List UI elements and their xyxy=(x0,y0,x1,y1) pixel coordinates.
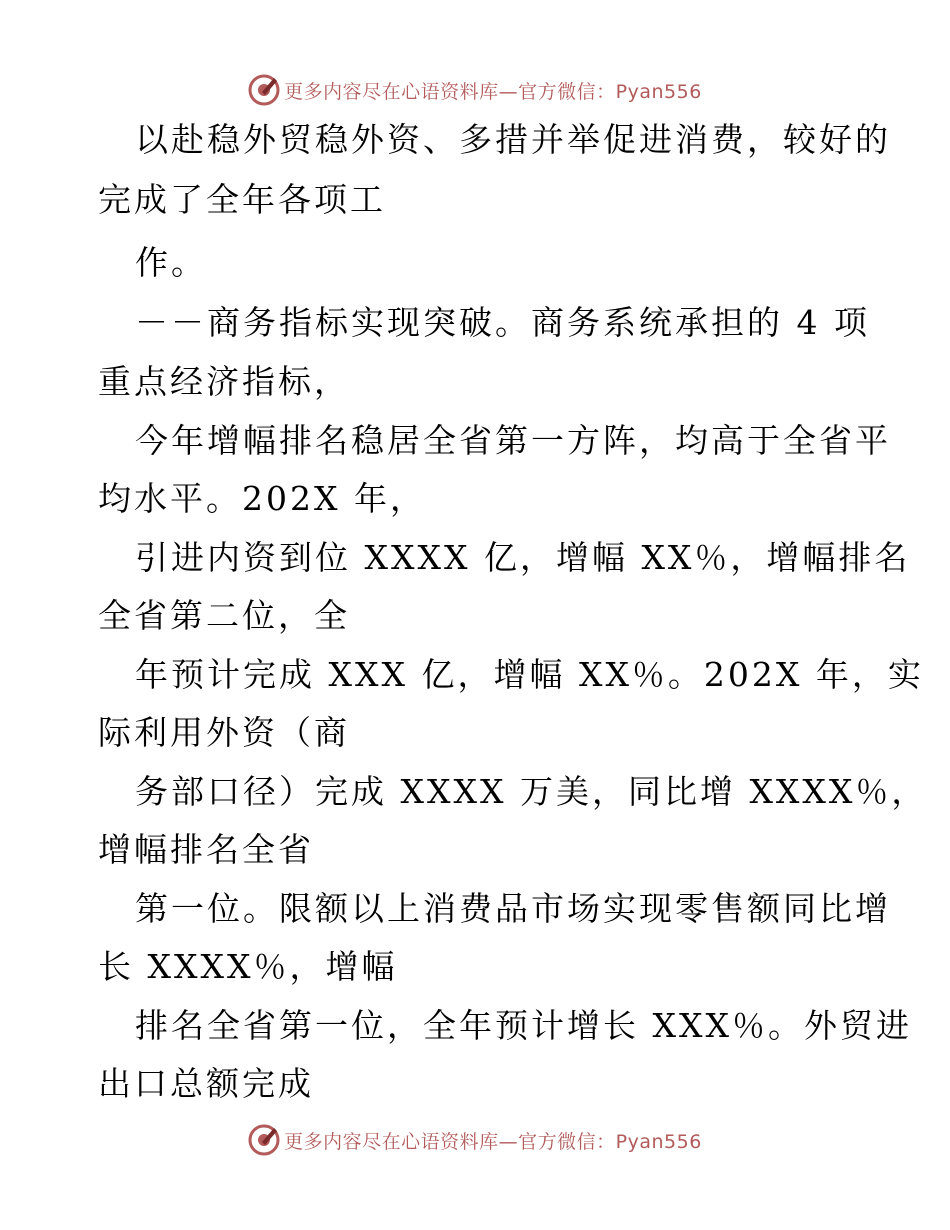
text-line: 重点经济指标， xyxy=(98,362,350,401)
text-line: 引进内资到位 XXXX 亿，增幅 XX％，增幅排名 xyxy=(135,538,911,577)
text-line: 长 XXXX％，增幅 xyxy=(98,947,398,986)
text-line: 增幅排名全省 xyxy=(98,830,314,869)
text-line: －－商务指标实现突破。商务系统承担的 4 项 xyxy=(135,303,870,342)
pen-logo-icon xyxy=(248,74,280,106)
watermark-text: 更多内容尽在心语资料库—官方微信：Pyan556 xyxy=(284,80,702,103)
pen-logo-icon xyxy=(248,1124,280,1156)
footer-watermark xyxy=(0,1120,950,1160)
watermark-text: 更多内容尽在心语资料库—官方微信：Pyan556 xyxy=(284,1130,702,1153)
text-line: 务部口径）完成 XXXX 万美，同比增 XXXX％， xyxy=(135,772,928,811)
text-line: 作。 xyxy=(135,243,207,282)
text-line: 完成了全年各项工 xyxy=(98,180,386,219)
text-line: 第一位。限额以上消费品市场实现零售额同比增 xyxy=(135,889,891,928)
text-line: 以赴稳外贸稳外资、多措并举促进消费，较好的 xyxy=(135,120,891,159)
text-line: 排名全省第一位，全年预计增长 XXX％。外贸进 xyxy=(135,1006,912,1045)
text-line: 出口总额完成 xyxy=(98,1064,314,1103)
text-line: 年预计完成 XXX 亿，增幅 XX％。202X 年，实 xyxy=(135,655,924,694)
text-line: 今年增幅排名稳居全省第一方阵，均高于全省平 xyxy=(135,421,891,460)
text-line: 全省第二位，全 xyxy=(98,596,350,635)
text-line: 均水平。202X 年， xyxy=(98,479,426,518)
text-line: 际利用外资（商 xyxy=(98,713,350,752)
header-watermark xyxy=(0,70,950,110)
